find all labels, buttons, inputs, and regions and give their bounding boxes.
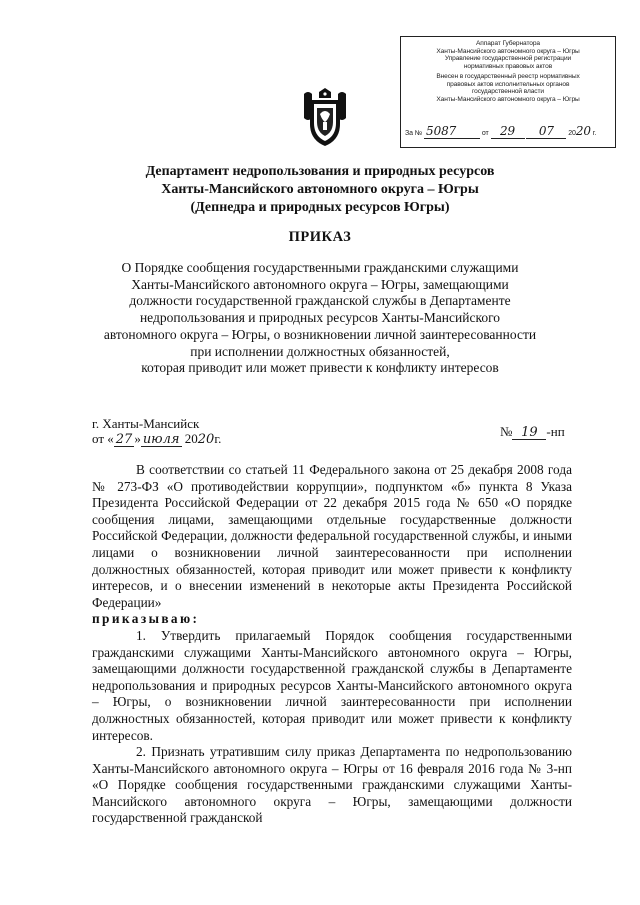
subject-line: автономного округа – Югры, о возникновении личной заинтересованности [103,326,537,342]
stamp-reg-prefix: За № [405,130,423,137]
department-header [60,163,580,217]
stamp-header-block [405,40,611,70]
order-body [92,462,572,827]
date-month: июля [142,432,180,447]
stamp-registration-row [405,125,611,139]
stamp-reg-year-prefix: 20 [568,130,576,137]
stamp-reg-mid: от [481,130,489,137]
item-2-paragraph: 2. Признать утратившим силу приказ Департамента по недропользованию Ханты-Мансийского автономного округа – Югры от 16 февраля 2016 года № 3-нп «О Порядке сообщения государственными гражданскими служащими Ханты-Мансийского автономного округа – Югры, замещающими должности государственной гражданской [92,744,572,826]
stamp-line: правовых актов исполнительных органов [446,80,570,88]
stamp-reg-year: 20 [575,124,591,138]
department-short-name: (Депнедра и природных ресурсов Югры) [190,200,450,215]
stamp-line: нормативных правовых актов [463,62,553,70]
subject-line: О Порядке сообщения государственными гражданскими служащими [121,260,519,275]
number-suffix: -нп [546,424,565,439]
order-subject [80,260,560,377]
stamp-register-block [405,73,611,103]
order-title: ПРИКАЗ [288,229,352,245]
number-prefix: № [500,424,513,439]
issue-date [92,431,221,447]
date-year: 20 [197,432,215,447]
date-mid: » [134,431,141,446]
stamp-line: Аппарат Губернатора [476,40,540,47]
preamble-paragraph: В соответствии со статьей 11 Федерального закона от 25 декабря 2008 года № 273-ФЗ «О противодействии коррупции», подпунктом «б» пункта 8 Указа Президента Российской Федерации от 22 декабря 2015 года № 650 «О порядке сообщения лицами, замещающими отдельные государственные должности Российской Федерации, должности федеральной государственной службы, и иными лицами о возникновении личной заинтересованности при исполнении должностных обязанностей, которая приводит или может привести к конфликту интересов, и о внесении изменений в некоторые акты Президента Российской Федерации» [92,462,572,610]
number-value: 19 [512,426,546,440]
stamp-line: Управление государственной регистрации [444,55,572,62]
stamp-reg-day: 29 [491,125,525,139]
date-day: 27 [115,432,133,447]
subject-line: недропользования и природных ресурсов Ханты-Мансийского [139,310,501,326]
stamp-line: Ханты-Мансийского автономного округа – Югры [436,47,580,55]
stamp-line: государственной власти [471,88,545,95]
place-date-block [92,416,221,447]
decree-word: приказываю: [92,611,200,627]
stamp-reg-suffix: г. [592,130,597,137]
subject-line: которая приводит или может привести к конфликту интересов [141,360,499,376]
stamp-line: Ханты-Мансийского автономного округа – Югры [436,95,580,103]
date-year-prefix: 20 [184,431,198,446]
coat-of-arms-emblem [302,88,348,148]
date-prefix: от « [92,431,114,446]
stamp-line: Внесен в государственный реестр нормативных [436,73,580,80]
subject-line: должности государственной гражданской службы в Департаменте [129,293,511,309]
subject-line: Ханты-Мансийского автономного округа – Югры, замещающими [131,276,509,292]
stamp-reg-month: 07 [526,125,566,139]
item-1-paragraph: 1. Утвердить прилагаемый Порядок сообщения государственными гражданскими служащими Ханты-Мансийского автономного округа – Югры, замещающими должности государственной гражданской службы в Департаменте недропользования и природных ресурсов Ханты-Мансийского автономного округа – Югры, о возникновении личной заинтересованности при исполнении должностных обязанностей, которая приводит или может привести к конфликту интересов. [92,627,572,743]
registration-stamp [400,36,616,148]
order-number [500,424,565,440]
subject-line: при исполнении должностных обязанностей, [190,343,450,359]
date-suffix: г. [214,431,222,446]
place-of-issue: г. Ханты-Мансийск [92,416,200,431]
department-region-line: Ханты-Мансийского автономного округа – Югры [161,182,479,197]
department-name-line: Департамент недропользования и природных ресурсов [145,164,495,179]
stamp-reg-number: 5087 [424,125,480,139]
